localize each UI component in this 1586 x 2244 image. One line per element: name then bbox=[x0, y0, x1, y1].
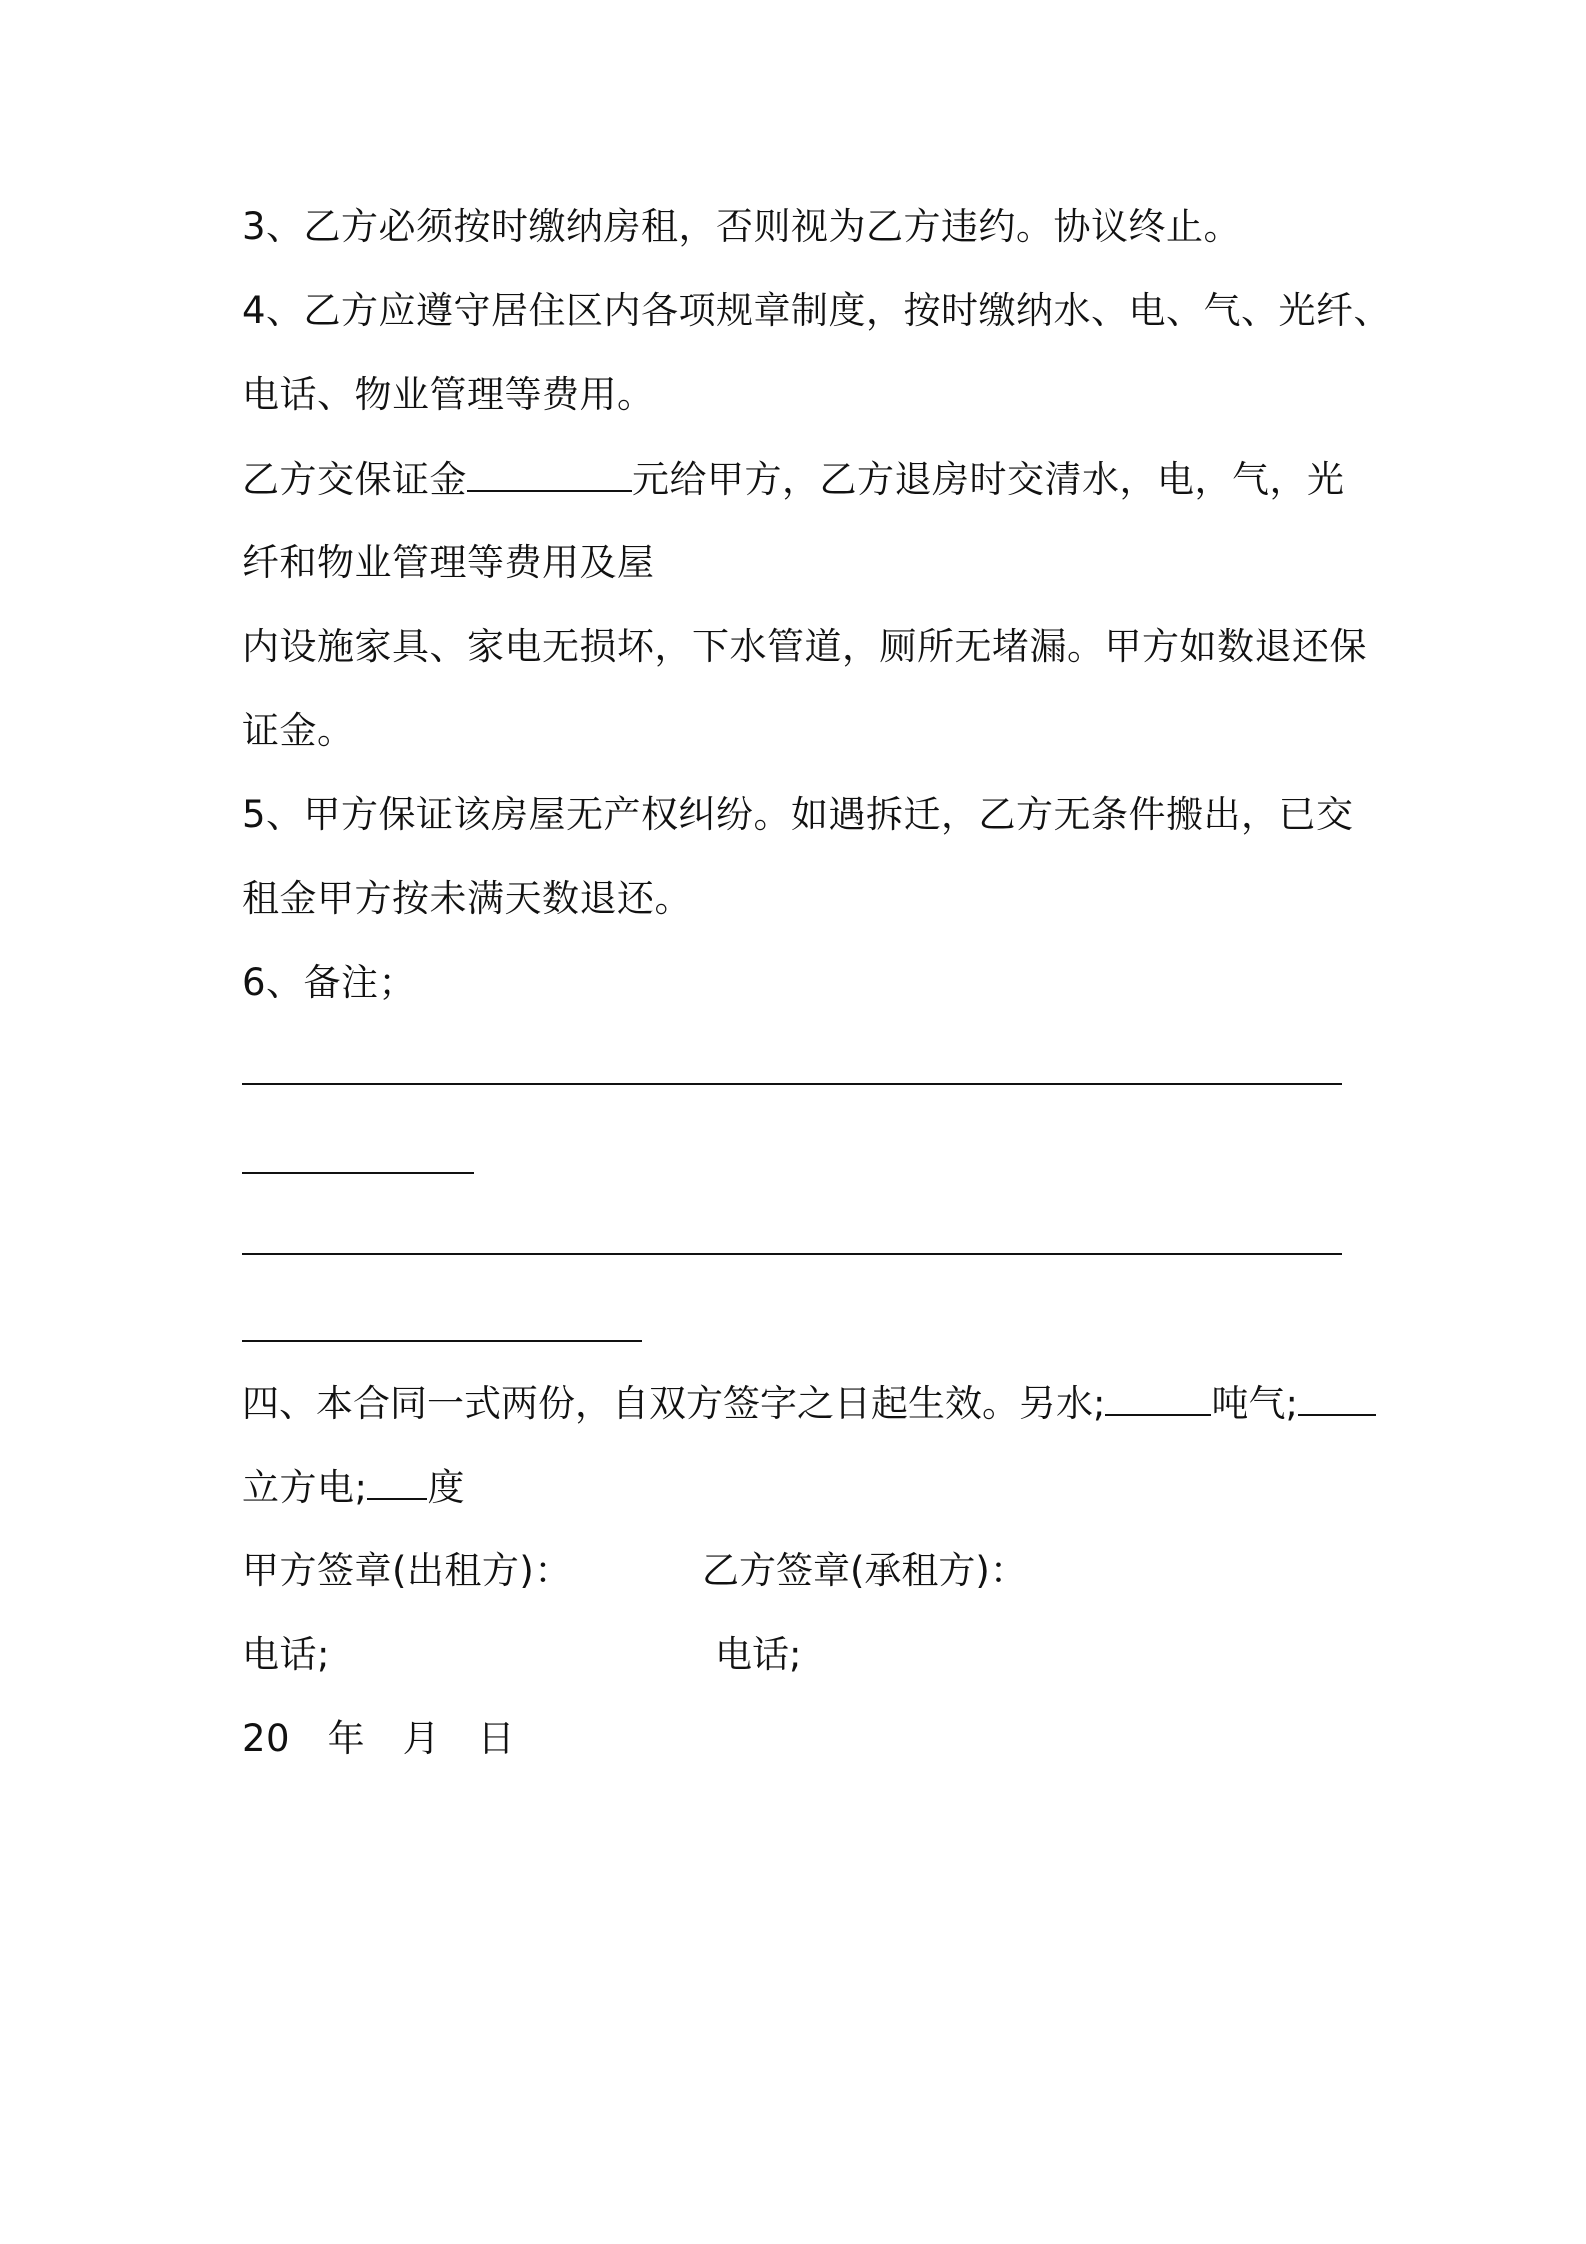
party-b-phone: 电话; bbox=[715, 1633, 802, 1676]
clause-4-line-1: 4、乙方应遵守居住区内各项规章制度，按时缴纳水、电、气、光纤、 bbox=[242, 289, 1392, 332]
gas-amount-blank bbox=[1298, 1378, 1376, 1416]
electric-amount-blank bbox=[367, 1462, 427, 1500]
party-b-signature: 乙方签章(承租方)： bbox=[702, 1549, 1027, 1592]
water-unit: 吨气; bbox=[1211, 1382, 1298, 1425]
water-amount-blank bbox=[1105, 1378, 1211, 1416]
deposit-prefix: 乙方交保证金 bbox=[242, 458, 467, 501]
clause-5-line-2: 租金甲方按未满天数退还。 bbox=[242, 877, 692, 920]
clause-5-line-1: 5、甲方保证该房屋无产权纠纷。如遇拆迁，乙方无条件搬出，已交 bbox=[242, 793, 1354, 836]
deposit-line-3: 内设施家具、家电无损坏，下水管道，厕所无堵漏。甲方如数退还保 bbox=[242, 625, 1367, 668]
section-4-line-1 bbox=[242, 1378, 1376, 1429]
electric-unit: 度 bbox=[427, 1466, 465, 1509]
party-a-signature: 甲方签章(出租方)： bbox=[242, 1549, 572, 1592]
section-4-prefix: 四、本合同一式两份，自双方签字之日起生效。另水; bbox=[242, 1382, 1106, 1425]
clause-4-line-2: 电话、物业管理等费用。 bbox=[242, 373, 655, 416]
deposit-line-4: 证金。 bbox=[242, 709, 355, 752]
remarks-blank-line-4 bbox=[242, 1340, 642, 1342]
section-4-line-2 bbox=[242, 1462, 465, 1513]
deposit-line-2: 纤和物业管理等费用及屋 bbox=[242, 541, 655, 584]
deposit-amount-blank bbox=[467, 454, 632, 492]
clause-3: 3、乙方必须按时缴纳房租，否则视为乙方违约。协议终止。 bbox=[242, 205, 1242, 248]
signing-date: 20 年 月 日 bbox=[242, 1717, 516, 1760]
remarks-blank-line-2 bbox=[242, 1172, 474, 1174]
remarks-blank-line-1 bbox=[242, 1083, 1342, 1085]
deposit-suffix: 元给甲方，乙方退房时交清水，电，气，光 bbox=[632, 458, 1345, 501]
remarks-blank-line-3 bbox=[242, 1253, 1342, 1255]
party-a-phone: 电话; bbox=[242, 1633, 330, 1676]
deposit-line-1 bbox=[242, 454, 1345, 505]
clause-6-remarks: 6、备注； bbox=[242, 961, 417, 1004]
gas-unit: 立方电; bbox=[242, 1466, 368, 1509]
